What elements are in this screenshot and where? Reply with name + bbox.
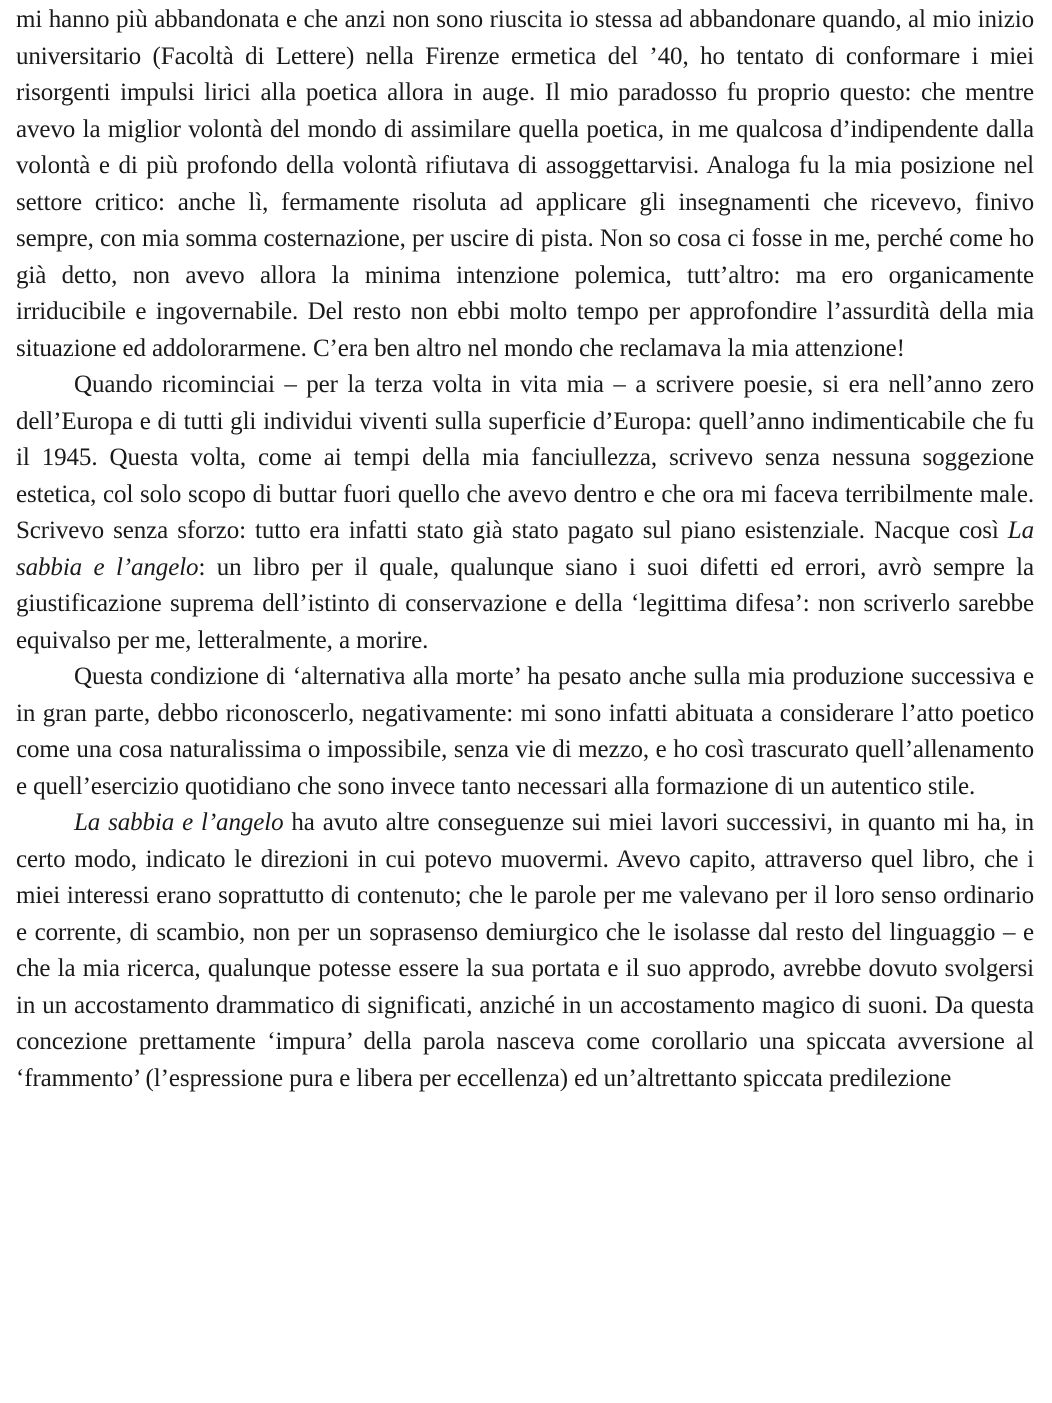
document-page — [16, 2, 1034, 1382]
book-title: La sabbia e l’angelo — [74, 809, 284, 836]
paragraph-4 — [16, 805, 1034, 1097]
paragraph-1 — [16, 2, 1034, 367]
paragraph-3 — [16, 659, 1034, 805]
paragraph-2 — [16, 367, 1034, 659]
paragraph-text: mi hanno più abbandonata e che anzi non sono riuscita io stessa ad abbandonare quando, al mio inizio universitario (Facoltà di Lettere) nella Firenze ermetica del ’40, ho tentato di conformare i miei risorgenti impulsi lirici alla poetica allora in auge. Il mio paradosso fu proprio questo: che mentre avevo la miglior volontà del mondo di assimilare quella poetica, in me qualcosa d’indipendente dalla volontà e di più profondo della volontà rifiutava di assoggettarvisi. Analoga fu la mia posizione nel settore critico: anche lì, fermamente risoluta ad applicare gli insegnamenti che ricevevo, finivo sempre, con mia somma costernazione, per uscire di pista. Non so cosa ci fosse in me, perché come ho già detto, non avevo allora la minima intenzione polemica, tutt’altro: ma ero organicamente irriducibile e ingovernabile. Del resto non ebbi molto tempo per approfondire l’assurdità della mia situazione ed addolorarmene. C’era ben altro nel mondo che reclamava la mia attenzione! — [16, 6, 1034, 362]
book-title: La sabbia e l’angelo — [16, 517, 1034, 581]
paragraph-text: ha avuto altre conseguenze sui miei lavori successivi, in quanto mi ha, in certo modo, indicato le direzioni in cui potevo muovermi. Avevo capito, attraverso quel libro, che i miei interessi erano soprattutto di contenuto; che le parole per me valevano per il loro senso ordinario e corrente, di scambio, non per un soprasenso demiurgico che le isolasse dal resto del linguaggio – e che la mia ricerca, qualunque potesse essere la sua portata e il suo approdo, avrebbe dovuto svolgersi in un accostamento drammatico di significati, anziché in un accostamento magico di suoni. Da questa concezione prettamente ‘impura’ della parola nasceva come corollario una spiccata avversione al ‘frammento’ (l’espressione pura e libera per eccellenza) ed un’altrettanto spiccata predilezione — [16, 809, 1034, 1092]
paragraph-text: Quando ricominciai – per la terza volta in vita mia – a scrivere poesie, si era nell’anno zero dell’Europa e di tutti gli individui viventi sulla superficie d’Europa: quell’anno indimenticabile che fu il 1945. Questa volta, come ai tempi della mia fanciullezza, scrivevo senza nessuna soggezione estetica, col solo scopo di buttar fuori quello che avevo dentro e che ora mi faceva terribilmente male. Scrivevo senza sforzo: tutto era infatti stato già stato pagato sul piano esistenziale. Nacque così — [16, 371, 1034, 544]
paragraph-text: : un libro per il quale, qualunque siano i suoi difetti ed errori, avrò sempre la giustificazione suprema dell’istinto di conservazione e della ‘legittima difesa’: non scriverlo sarebbe equivalso per me, letteralmente, a morire. — [16, 553, 1034, 654]
paragraph-text: Questa condizione di ‘alternativa alla morte’ ha pesato anche sulla mia produzione successiva e in gran parte, debbo riconoscerlo, negativamente: mi sono infatti abituata a considerare l’atto poetico come una cosa naturalissima o impossibile, senza vie di mezzo, e ho così trascurato quell’allenamento e quell’esercizio quotidiano che sono invece tanto necessari alla formazione di un autentico stile. — [16, 663, 1034, 800]
